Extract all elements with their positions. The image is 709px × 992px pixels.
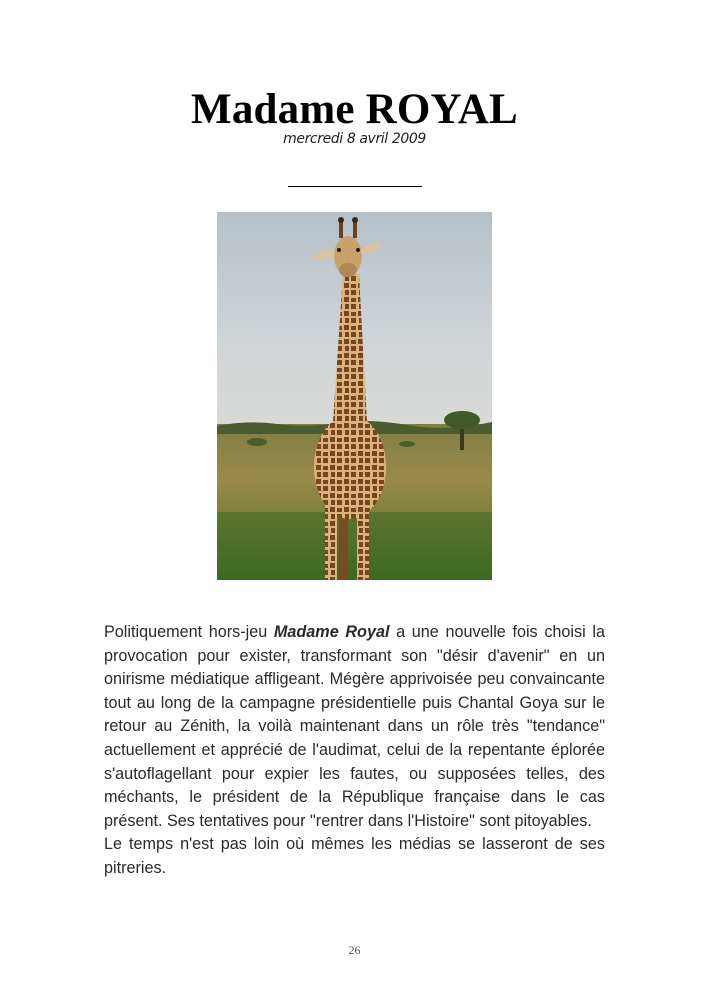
article-paragraph [104,621,605,833]
article-body [104,621,605,881]
subject-name: Madame Royal [273,623,390,641]
paragraph-intro: Politiquement hors-jeu [104,623,274,641]
article-paragraph: Le temps n'est pas loin où mêmes les médias se lasseront de ses pitreries. [104,835,605,877]
article-title: Madame ROYAL [191,86,518,133]
title-divider [288,186,422,187]
page-number: 26 [348,943,361,957]
article-date: mercredi 8 avril 2009 [283,131,426,147]
giraffe-photo [217,212,492,580]
paragraph-rest: a une nouvelle fois choisi la provocation pour exister, transformant son "désir d'avenir" en un onirisme médiatique affligeant. Mégère apprivoisée peu convaincante tout au long de la campagne présidentielle puis Chantal Goya sur le retour au Zénith, la voilà maintenant dans un rôle très "tendance" actuellement et apprécié de l'audimat, celui de la repentante éplorée s'autoflagellant pour expier les fautes, ou supposées telles, des méchants, le président de la République française dans le cas présent. Ses tentatives pour "rentrer dans l'Histoire" sont pitoyables. [104,623,605,830]
